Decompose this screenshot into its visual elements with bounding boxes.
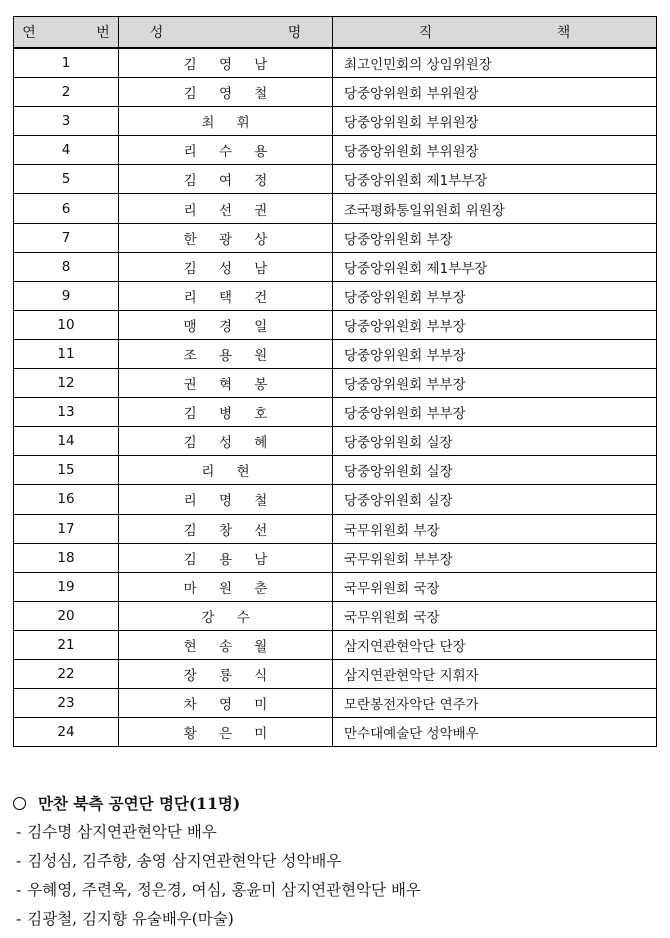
row-position: 당중앙위원회 실장 xyxy=(333,456,657,485)
row-position: 모란봉전자악단 연주가 xyxy=(333,689,657,718)
table-row xyxy=(14,718,657,747)
table-row xyxy=(14,78,657,107)
performers-section xyxy=(13,790,657,934)
row-name: 김 영 철 xyxy=(119,78,333,107)
row-serial-number: 17 xyxy=(14,514,119,543)
row-serial-number: 2 xyxy=(14,78,119,107)
row-name: 김 영 남 xyxy=(119,48,333,78)
row-serial-number: 10 xyxy=(14,310,119,339)
delegation-table xyxy=(13,16,657,747)
row-serial-number: 6 xyxy=(14,194,119,223)
row-name: 현 송 월 xyxy=(119,630,333,659)
table-row xyxy=(14,107,657,136)
row-position: 당중앙위원회 실장 xyxy=(333,485,657,514)
row-name: 강 수 xyxy=(119,601,333,630)
row-position: 국무위원회 부부장 xyxy=(333,543,657,572)
row-name: 한 광 상 xyxy=(119,223,333,252)
row-serial-number: 7 xyxy=(14,223,119,252)
table-row xyxy=(14,136,657,165)
table-row xyxy=(14,281,657,310)
row-serial-number: 12 xyxy=(14,369,119,398)
performer-line: - 김수명 삼지연관현악단 배우 xyxy=(16,823,217,841)
row-position: 국무위원회 부장 xyxy=(333,514,657,543)
row-name: 황 은 미 xyxy=(119,718,333,747)
row-name: 조 용 원 xyxy=(119,339,333,368)
row-position: 당중앙위원회 제1부부장 xyxy=(333,165,657,194)
table-row xyxy=(14,223,657,252)
row-serial-number: 18 xyxy=(14,543,119,572)
row-serial-number: 11 xyxy=(14,339,119,368)
row-position: 당중앙위원회 부위원장 xyxy=(333,78,657,107)
table-row xyxy=(14,369,657,398)
row-serial-number: 8 xyxy=(14,252,119,281)
row-name: 김 창 선 xyxy=(119,514,333,543)
header-serial-number: 연 번 xyxy=(14,17,119,49)
row-position: 국무위원회 국장 xyxy=(333,572,657,601)
table-row xyxy=(14,48,657,78)
row-position: 당중앙위원회 제1부부장 xyxy=(333,252,657,281)
table-row xyxy=(14,572,657,601)
row-serial-number: 15 xyxy=(14,456,119,485)
row-position: 당중앙위원회 부부장 xyxy=(333,339,657,368)
table-row xyxy=(14,339,657,368)
row-position: 당중앙위원회 부부장 xyxy=(333,281,657,310)
row-name: 김 여 정 xyxy=(119,165,333,194)
row-position: 당중앙위원회 부장 xyxy=(333,223,657,252)
circle-bullet-icon xyxy=(13,797,26,810)
row-serial-number: 1 xyxy=(14,48,119,78)
row-name: 리 택 건 xyxy=(119,281,333,310)
row-position: 최고인민회의 상임위원장 xyxy=(333,48,657,78)
row-position: 삼지연관현악단 단장 xyxy=(333,630,657,659)
row-serial-number: 3 xyxy=(14,107,119,136)
table-row xyxy=(14,310,657,339)
row-name: 리 선 권 xyxy=(119,194,333,223)
performer-line: - 김성심, 김주향, 송영 삼지연관현악단 성악배우 xyxy=(16,852,342,870)
table-row xyxy=(14,398,657,427)
row-position: 당중앙위원회 부부장 xyxy=(333,310,657,339)
row-serial-number: 21 xyxy=(14,630,119,659)
header-name: 성 명 xyxy=(119,17,333,49)
row-name: 최 휘 xyxy=(119,107,333,136)
row-position: 당중앙위원회 실장 xyxy=(333,427,657,456)
row-name: 차 영 미 xyxy=(119,689,333,718)
performers-heading-text: 만찬 북측 공연단 명단(11명) xyxy=(38,794,241,813)
table-row xyxy=(14,252,657,281)
table-row xyxy=(14,456,657,485)
row-serial-number: 23 xyxy=(14,689,119,718)
row-name: 리 명 철 xyxy=(119,485,333,514)
row-serial-number: 20 xyxy=(14,601,119,630)
table-row xyxy=(14,514,657,543)
row-name: 김 병 호 xyxy=(119,398,333,427)
row-position: 당중앙위원회 부부장 xyxy=(333,369,657,398)
row-name: 권 혁 봉 xyxy=(119,369,333,398)
table-row xyxy=(14,689,657,718)
row-position: 만수대예술단 성악배우 xyxy=(333,718,657,747)
row-name: 리 수 용 xyxy=(119,136,333,165)
row-position: 삼지연관현악단 지휘자 xyxy=(333,659,657,688)
row-name: 김 용 남 xyxy=(119,543,333,572)
row-serial-number: 4 xyxy=(14,136,119,165)
row-serial-number: 13 xyxy=(14,398,119,427)
row-serial-number: 9 xyxy=(14,281,119,310)
row-position: 당중앙위원회 부위원장 xyxy=(333,136,657,165)
row-serial-number: 14 xyxy=(14,427,119,456)
table-row xyxy=(14,485,657,514)
row-position: 국무위원회 국장 xyxy=(333,601,657,630)
row-serial-number: 5 xyxy=(14,165,119,194)
table-row xyxy=(14,630,657,659)
table-row xyxy=(14,194,657,223)
table-row xyxy=(14,543,657,572)
table-row xyxy=(14,659,657,688)
row-name: 맹 경 일 xyxy=(119,310,333,339)
performers-heading xyxy=(13,790,657,818)
table-row xyxy=(14,601,657,630)
performer-line: - 우혜영, 주련옥, 정은경, 여심, 홍윤미 삼지연관현악단 배우 xyxy=(16,881,421,899)
row-serial-number: 19 xyxy=(14,572,119,601)
row-name: 마 원 춘 xyxy=(119,572,333,601)
row-name: 김 성 혜 xyxy=(119,427,333,456)
table-row xyxy=(14,427,657,456)
table-header-row xyxy=(14,17,657,49)
row-serial-number: 24 xyxy=(14,718,119,747)
row-position: 당중앙위원회 부위원장 xyxy=(333,107,657,136)
row-serial-number: 16 xyxy=(14,485,119,514)
row-name: 김 성 남 xyxy=(119,252,333,281)
row-name: 리 현 xyxy=(119,456,333,485)
performer-line: - 김광철, 김지향 유술배우(마술) xyxy=(16,910,234,928)
table-row xyxy=(14,165,657,194)
row-serial-number: 22 xyxy=(14,659,119,688)
header-position: 직 책 xyxy=(333,17,657,49)
row-position: 당중앙위원회 부부장 xyxy=(333,398,657,427)
row-name: 장 룡 식 xyxy=(119,659,333,688)
row-position: 조국평화통일위원회 위원장 xyxy=(333,194,657,223)
